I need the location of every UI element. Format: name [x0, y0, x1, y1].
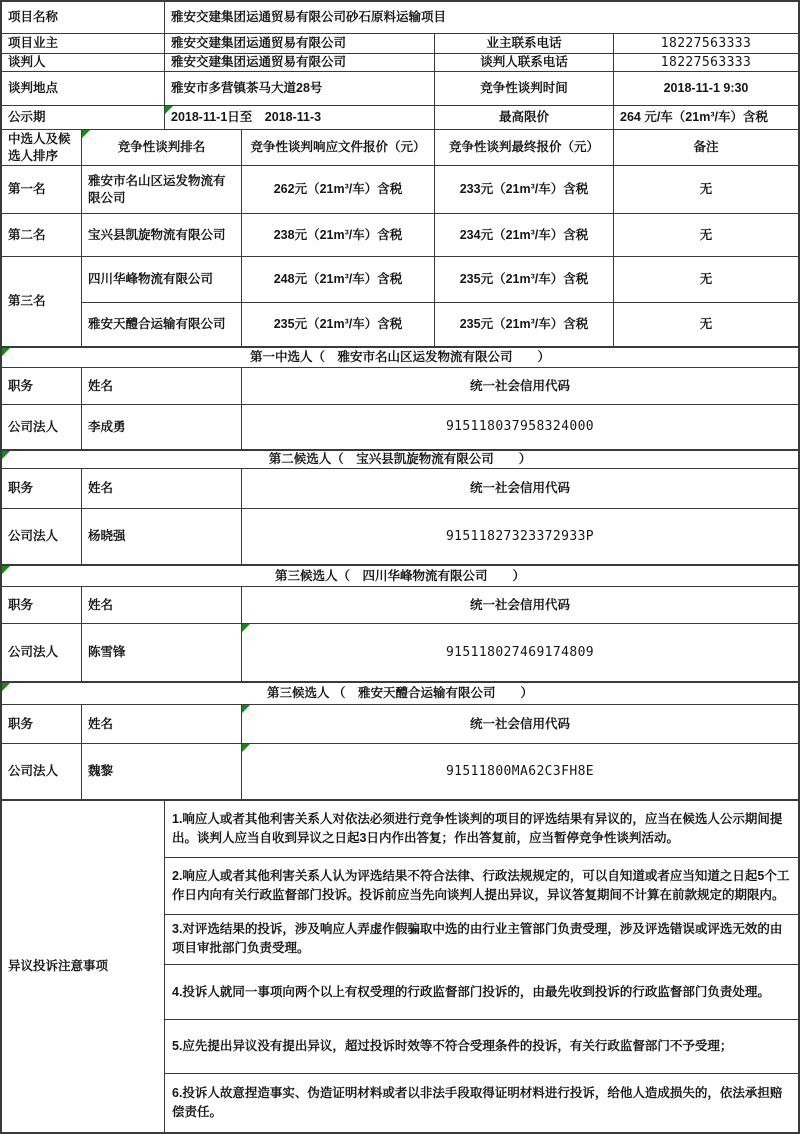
legal-person-name: 李成勇: [82, 405, 242, 449]
role-header: 职务: [2, 469, 82, 508]
notice-item-4: 4.投诉人就同一事项向两个以上有权受理的行政监督部门投诉的，由最先收到投诉的行政监督部门负责处理。: [165, 965, 798, 1021]
legal-person-label: 公司法人: [2, 624, 82, 681]
company-cell: 四川华峰物流有限公司: [82, 257, 242, 302]
ranking-header-remark: 备注: [693, 140, 719, 155]
ranking-header-doc-price: 竞争性谈判响应文件报价（元）: [242, 130, 435, 165]
doc-price-cell: 262元（21m³/车）含税: [242, 166, 435, 213]
notice-item-2: 2.响应人或者其他利害关系人认为评选结果不符合法律、行政法规规定的，可以自知道或者应当知道之日起5个工作日内向有关行政监督部门投诉。投诉前应当先向谈判人提出异议，异议答复期间不计算在前款规定的期限内。: [165, 858, 798, 915]
credit-code-header: 统一社会信用代码: [469, 378, 570, 393]
negotiator-value: 雅安交建集团运通贸易有限公司: [165, 54, 435, 71]
negotiator-phone-value: 18227563333: [660, 54, 752, 70]
remark-cell: 无: [699, 316, 713, 331]
ranking-header-final-price: 竞争性谈判最终报价（元）: [435, 130, 614, 165]
final-price-cell: 233元（21m³/车）含税: [435, 166, 614, 213]
notice-section: [2, 800, 798, 1132]
doc-price-cell: 235元（21m³/车）含税: [242, 303, 435, 347]
first-winner-band: [2, 347, 798, 368]
final-price-cell: 235元（21m³/车）含税: [435, 303, 614, 347]
credit-code-header: 统一社会信用代码: [469, 481, 570, 496]
owner-value: 雅安交建集团运通贸易有限公司: [165, 34, 435, 53]
legal-person-label: 公司法人: [2, 405, 82, 449]
publicity-label: 公示期: [2, 106, 165, 129]
remark-cell: 无: [699, 271, 713, 286]
project-name-label: 项目名称: [2, 2, 165, 33]
negotiator-row: [2, 54, 798, 72]
candidate3-header-row: [2, 587, 798, 624]
role-header: 职务: [2, 368, 82, 404]
venue-value: 雅安市多营镇茶马大道28号: [165, 72, 435, 105]
company-cell: 雅安市名山区运发物流有限公司: [82, 166, 242, 213]
notice-label: 异议投诉注意事项: [2, 801, 165, 1132]
ranking-header-row: [2, 130, 798, 166]
candidate2-header-row: [2, 469, 798, 509]
legal-person-name: 杨晓强: [82, 509, 242, 564]
legal-person-name: 陈雪锋: [82, 624, 242, 681]
notice-item-6: 6.投诉人故意捏造事实、伪造证明材料或者以非法手段取得证明材料进行投诉，给他人造成损失的，依法承担赔偿责任。: [172, 1086, 783, 1120]
final-price-cell: 235元（21m³/车）含税: [435, 257, 614, 302]
owner-phone-value: 18227563333: [660, 35, 752, 51]
ranking-row-second: [2, 214, 798, 257]
ranking-subrow-third-b: [82, 303, 798, 347]
first-winner-band-text: 第一中选人（ 雅安市名山区运发物流有限公司 ）: [2, 348, 798, 367]
candidate1-header-row: [2, 368, 798, 405]
negotiation-time-label: 竞争性谈判时间: [435, 72, 614, 105]
name-header: 姓名: [82, 705, 242, 743]
credit-code-value: 91511827323372933P: [445, 528, 595, 544]
remark-cell: 无: [699, 182, 713, 197]
credit-code-value: 915118037958324000: [445, 419, 595, 435]
candidate1-legal-row: [2, 405, 798, 450]
max-price-value: 264 元/车（21m³/车）含税: [620, 110, 768, 125]
name-header: 姓名: [82, 469, 242, 508]
candidate2-legal-row: [2, 509, 798, 565]
ranking-header-rank: 中选人及候选人排序: [2, 130, 82, 165]
credit-code-header: 统一社会信用代码: [242, 705, 798, 743]
role-header: 职务: [2, 705, 82, 743]
rank-cell: 第一名: [2, 166, 82, 213]
publicity-row: [2, 106, 798, 130]
remark-cell: 无: [699, 227, 713, 242]
venue-label: 谈判地点: [2, 72, 165, 105]
credit-code-header: 统一社会信用代码: [469, 597, 570, 612]
owner-row: [2, 34, 798, 54]
ranking-row-third-merged: [2, 257, 798, 347]
negotiation-time-value: 2018-11-1 9:30: [663, 81, 749, 96]
notice-item-5: 5.应先提出异议没有提出异议，超过投诉时效等不符合受理条件的投诉，有关行政监督部门不予受理；: [165, 1020, 798, 1074]
candidate4-header-row: [2, 705, 798, 744]
legal-person-label: 公司法人: [2, 509, 82, 564]
notice-item-1: 1.响应人或者其他利害关系人对依法必须进行竞争性谈判的项目的评选结果有异议的，应当在候选人公示期间提出。谈判人应当自收到异议之日起3日内作出答复；作出答复前，应当暂停竞争性谈判活动。: [165, 801, 798, 858]
third-rank-subrows: [82, 257, 798, 346]
name-header: 姓名: [82, 368, 242, 404]
second-candidate-band-text: 第二候选人（ 宝兴县凯旋物流有限公司 ）: [2, 451, 798, 468]
role-header: 职务: [2, 587, 82, 623]
final-price-cell: 234元（21m³/车）含税: [435, 214, 614, 256]
notice-item-3: 3.对评选结果的投诉，涉及响应人弄虚作假骗取中选的由行业主管部门负责受理，涉及评选错误或评选无效的由项目审批部门负责受理。: [165, 915, 798, 965]
credit-code-value: 915118027469174809: [242, 624, 798, 681]
legal-person-name: 魏黎: [82, 744, 242, 799]
notice-items: [165, 801, 798, 1132]
third-candidate-band-text: 第三候选人（ 四川华峰物流有限公司 ）: [2, 566, 798, 586]
venue-row: [2, 72, 798, 106]
candidate3-legal-row: [2, 624, 798, 682]
ranking-subrow-third-a: [82, 257, 798, 303]
fourth-candidate-band-text: 第三候选人 （ 雅安天醴合运输有限公司 ）: [2, 683, 798, 704]
doc-price-cell: 238元（21m³/车）含税: [242, 214, 435, 256]
candidate4-legal-row: [2, 744, 798, 800]
ranking-header-company: 竞争性谈判排名: [82, 130, 242, 165]
project-name-value: 雅安交建集团运通贸易有限公司砂石原料运输项目: [171, 10, 447, 25]
second-candidate-band: [2, 450, 798, 469]
negotiator-phone-label: 谈判人联系电话: [435, 54, 614, 71]
legal-person-label: 公司法人: [2, 744, 82, 799]
fourth-candidate-band: [2, 682, 798, 705]
rank-cell: 第三名: [2, 257, 82, 346]
max-price-label: 最高限价: [435, 106, 614, 129]
doc-price-cell: 248元（21m³/车）含税: [242, 257, 435, 302]
project-name-row: [2, 2, 798, 34]
owner-label: 项目业主: [2, 34, 165, 53]
negotiator-label: 谈判人: [2, 54, 165, 71]
name-header: 姓名: [82, 587, 242, 623]
rank-cell: 第二名: [2, 214, 82, 256]
publicity-period-value: 2018-11-1日至 2018-11-3: [165, 106, 435, 129]
credit-code-value: 91511800MA62C3FH8E: [242, 744, 798, 799]
ranking-row-first: [2, 166, 798, 214]
company-cell: 雅安天醴合运输有限公司: [82, 303, 242, 347]
third-candidate-band: [2, 565, 798, 587]
owner-phone-label: 业主联系电话: [435, 34, 614, 53]
company-cell: 宝兴县凯旋物流有限公司: [82, 214, 242, 256]
